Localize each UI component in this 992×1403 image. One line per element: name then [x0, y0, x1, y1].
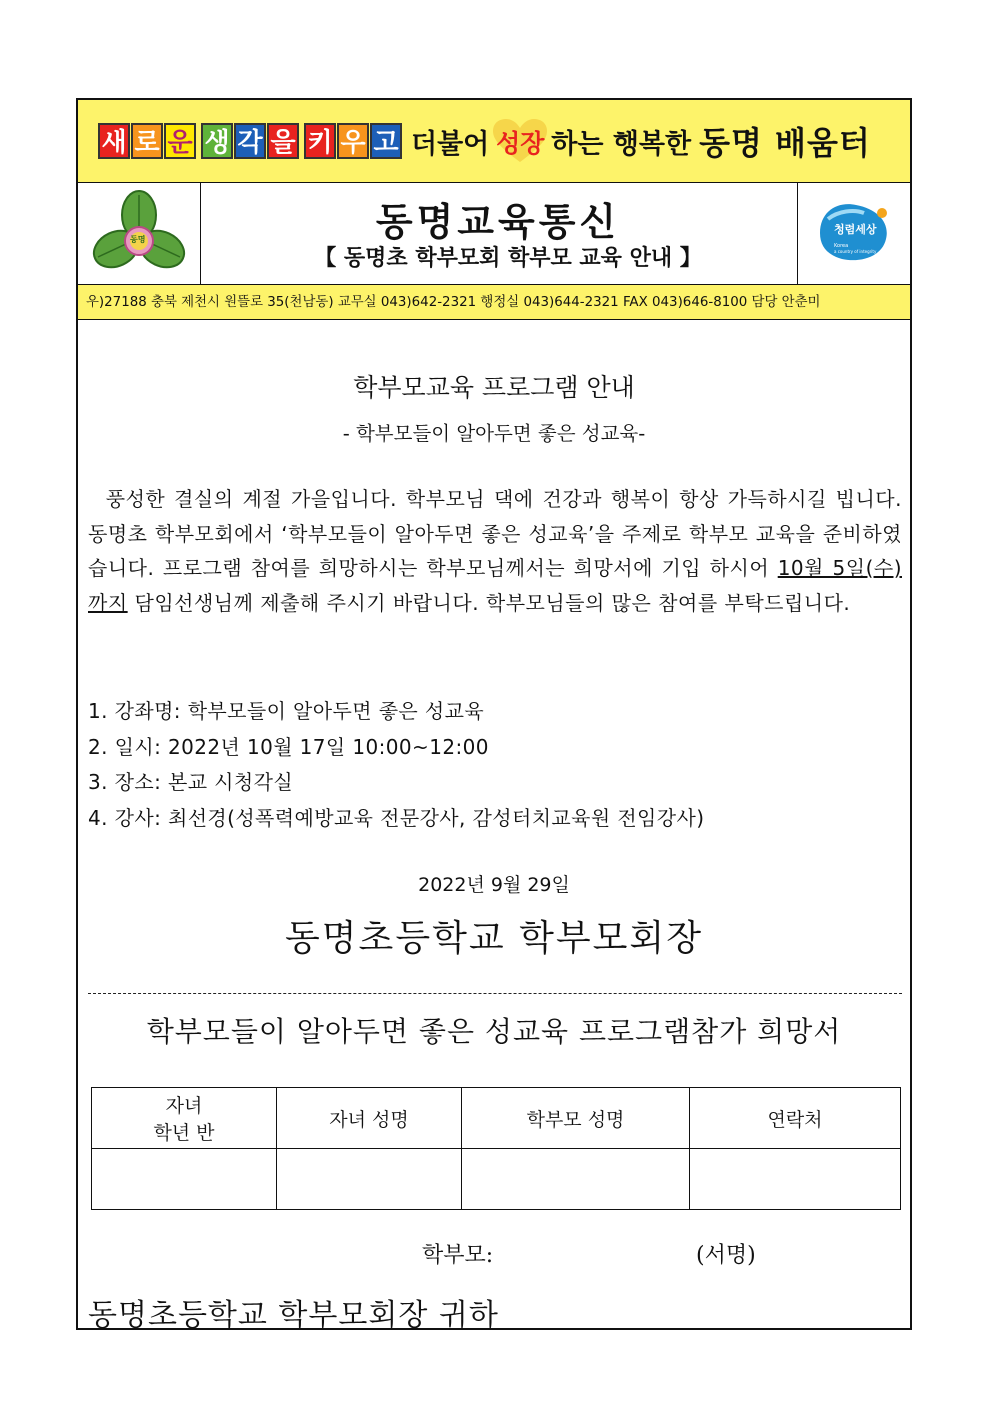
col-contact: 연락처	[690, 1088, 901, 1149]
integrity-logo-caption: Korea	[834, 243, 849, 249]
parent-signature-label: 학부모:	[422, 1243, 494, 1268]
slogan-tile: 로	[131, 123, 163, 159]
deadline-text: 10월 5일(수)까지	[88, 556, 902, 615]
col-grade-class-line1: 자녀	[165, 1095, 203, 1117]
slogan-group-1	[98, 123, 197, 159]
signature-label: (서명)	[696, 1243, 756, 1268]
contact-field[interactable]	[690, 1149, 901, 1210]
info-item: 3. 장소: 본교 시청각실	[88, 770, 294, 794]
newsletter-frame	[76, 98, 912, 1333]
newsletter-title: 동명교육통신	[375, 199, 621, 244]
program-subtitle: - 학부모들이 알아두면 좋은 성교육-	[342, 422, 646, 445]
integrity-logo-caption: a country of integrity	[834, 249, 877, 254]
program-title: 학부모교육 프로그램 안내	[353, 373, 635, 402]
issuer-name: 동명초등학교 학부모회장	[285, 918, 703, 959]
info-item: 1. 강좌명: 학부모들이 알아두면 좋은 성교육	[88, 699, 485, 723]
integrity-logo	[797, 183, 910, 284]
slogan-text-2: 하는 행복한	[551, 128, 692, 160]
slogan-tile: 고	[370, 123, 402, 159]
slogan-tile: 운	[164, 123, 196, 159]
heart-icon	[491, 118, 549, 164]
masthead-row	[78, 183, 910, 285]
issue-date: 2022년 9월 29일	[418, 874, 570, 896]
application-form-table	[91, 1087, 901, 1210]
slogan-group-2	[201, 123, 300, 159]
newsletter-subtitle: 【 동명초 학부모회 학부모 교육 안내 】	[314, 245, 702, 271]
slogan-tile: 을	[267, 123, 299, 159]
slogan-tile: 각	[234, 123, 266, 159]
slogan-text-3: 동명 배움터	[699, 124, 871, 162]
slogan-banner	[78, 100, 910, 183]
form-title: 학부모들이 알아두면 좋은 성교육 프로그램참가 희망서	[146, 1015, 842, 1048]
col-grade-class	[92, 1088, 277, 1149]
grade-class-field[interactable]	[92, 1149, 277, 1210]
intro-text: 담임선생님께 제출해 주시기 바랍니다. 학부모님들의 많은 참여를 부탁드립니다.	[127, 590, 851, 615]
intro-paragraph	[88, 482, 902, 620]
info-item: 4. 강사: 최선경(성폭력예방교육 전문강사, 감성터치교육원 전임강사)	[88, 806, 705, 830]
integrity-logo-text: 청렴세상	[834, 223, 877, 236]
col-parent-name: 학부모 성명	[462, 1088, 690, 1149]
addressee: 동명초등학교 학부모회장 귀하	[88, 1298, 499, 1333]
info-item: 2. 일시: 2022년 10월 17일 10:00~12:00	[88, 735, 489, 759]
child-name-field[interactable]	[277, 1149, 462, 1210]
slogan-text-1: 더불어	[411, 128, 490, 160]
parent-name-field[interactable]	[462, 1149, 690, 1210]
slogan-heart-word: 성장	[496, 129, 545, 158]
col-child-name: 자녀 성명	[277, 1088, 462, 1149]
school-address: 우)27188 충북 제천시 원뜰로 35(천남동) 교무실 043)642-2321 행정실 043)644-2321 FAX 043)646-8100 담당 안춘미	[78, 285, 910, 320]
cut-line	[88, 993, 902, 994]
school-logo	[78, 183, 201, 284]
slogan-tile: 생	[201, 123, 233, 159]
school-logo-text: 동명	[130, 235, 146, 244]
col-grade-class-line2: 학년 반	[153, 1122, 215, 1144]
intro-text: 풍성한 결실의 계절 가을입니다. 학부모님 댁에 건강과 행복이 항상 가득하시길 빕니다. 동명초 학부모회에서 ‘학부모들이 알아두면 좋은 성교육’을 주제로 학부모 교육을 준비하였습니다. 프로그램 참여를 희망하시는 학부모님께서는 희망서에 기입 하시어	[88, 487, 902, 580]
slogan-tile: 우	[337, 123, 369, 159]
slogan-tile: 키	[304, 123, 336, 159]
slogan-tile: 새	[98, 123, 130, 159]
slogan-group-3	[304, 123, 403, 159]
